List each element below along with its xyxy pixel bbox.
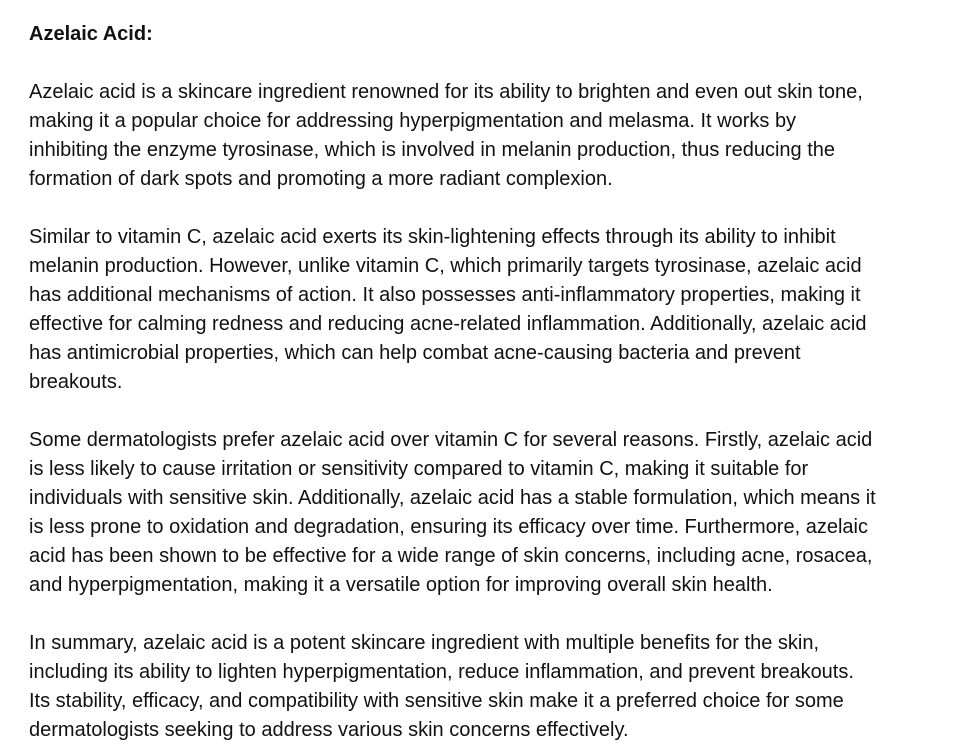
document-body	[29, 20, 969, 745]
document-heading: Azelaic Acid:	[29, 23, 153, 45]
paragraph-intro: Azelaic acid is a skincare ingredient renowned for its ability to brighten and even out skin tone, making it a popular choice for addressing hyperpigmentation and melasma. It works by inhibiting the enzyme tyrosinase, which is involved in melanin production, thus reducing the formation of dark spots and promoting a more radiant complexion.	[29, 81, 863, 190]
paragraph-summary: In summary, azelaic acid is a potent skincare ingredient with multiple benefits for the skin, including its ability to lighten hyperpigmentation, reduce inflammation, and prevent breakouts. Its stability, efficacy, and compatibility with sensitive skin make it a preferred choice for some dermatologists seeking to address various skin concerns effectively.	[29, 632, 854, 741]
paragraph-preference: Some dermatologists prefer azelaic acid over vitamin C for several reasons. Firstly, azelaic acid is less likely to cause irritation or sensitivity compared to vitamin C, making it suitable for individuals with sensitive skin. Additionally, azelaic acid has a stable formulation, which means it is less prone to oxidation and degradation, ensuring its efficacy over time. Furthermore, azelaic acid has been shown to be effective for a wide range of skin concerns, including acne, rosacea, and hyperpigmentation, making it a versatile option for improving overall skin health.	[29, 429, 876, 596]
paragraph-comparison: Similar to vitamin C, azelaic acid exerts its skin-lightening effects through its ability to inhibit melanin production. However, unlike vitamin C, which primarily targets tyrosinase, azelaic acid has additional mechanisms of action. It also possesses anti-inflammatory properties, making it effective for calming redness and reducing acne-related inflammation. Additionally, azelaic acid has antimicrobial properties, which can help combat acne-causing bacteria and prevent breakouts.	[29, 226, 867, 393]
